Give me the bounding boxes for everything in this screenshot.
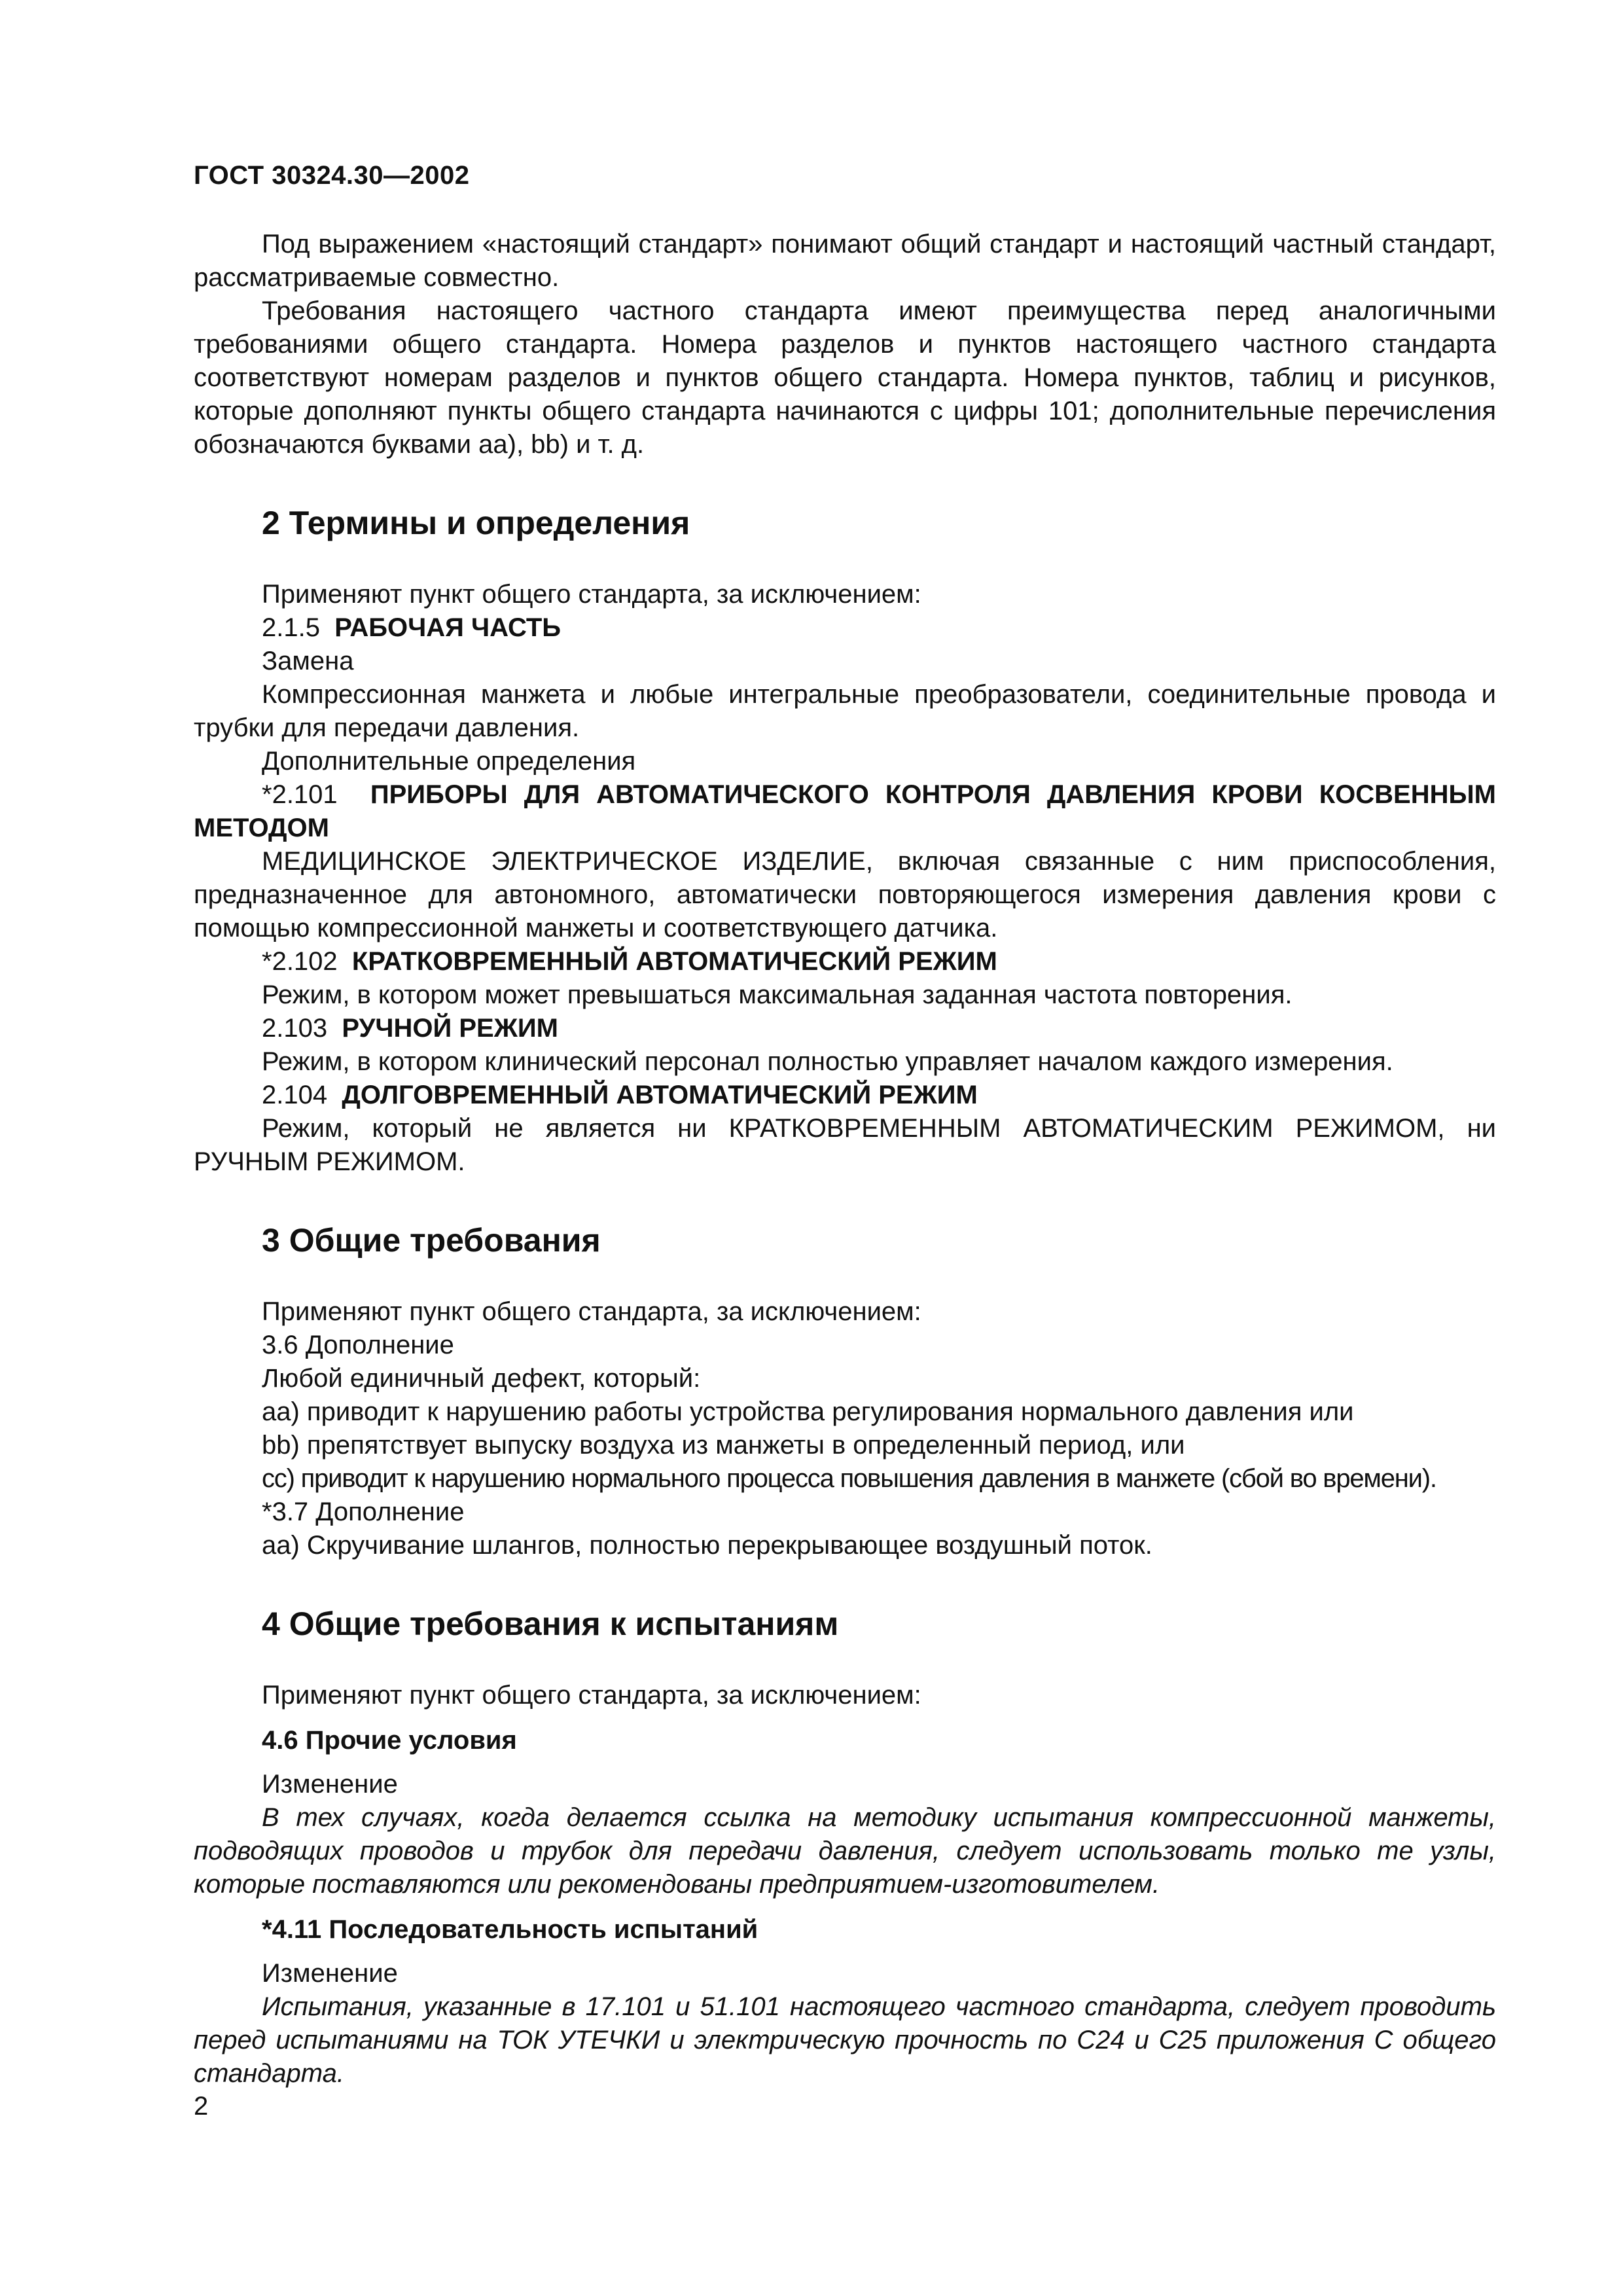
term-2-101-text: МЕДИЦИНСКОЕ ЭЛЕКТРИЧЕСКОЕ ИЗДЕЛИЕ, включая связанные с ним приспособления, предназначенное для автономного, автоматически повторяющегося измерения давления крови с помощью компрессионной манжеты и соответствующего датчика.	[194, 847, 1496, 942]
term-2-104-text: Режим, который не является ни КРАТКОВРЕМЕННЫМ АВТОМАТИЧЕСКИМ РЕЖИМОМ, ни РУЧНЫМ РЕЖИМОМ.	[194, 1114, 1496, 1176]
additional-definitions-label: Дополнительные определения	[262, 747, 636, 776]
term-number: 2.104	[262, 1081, 328, 1109]
term-2-103	[194, 1012, 1496, 1045]
list-item-bb: bb) препятствует выпуску воздуха из манжеты в определенный период, или	[262, 1431, 1185, 1460]
page-content	[194, 228, 1496, 2090]
term-number: 2.103	[262, 1014, 328, 1043]
subsection-4-6-change: Изменение	[262, 1770, 398, 1799]
page-number: 2	[194, 2092, 209, 2121]
clause-3-6: 3.6 Дополнение	[262, 1331, 454, 1359]
term-2-103-text: Режим, в котором клинический персонал полностью управляет началом каждого измерения.	[262, 1047, 1393, 1076]
term-title: ПРИБОРЫ ДЛЯ АВТОМАТИЧЕСКОГО КОНТРОЛЯ ДАВЛЕНИЯ КРОВИ КОСВЕННЫМ МЕТОДОМ	[194, 780, 1496, 842]
subsection-4-11-change: Изменение	[262, 1959, 398, 1988]
intro-paragraph-1: Под выражением «настоящий стандарт» понимают общий стандарт и настоящий частный стандарт, рассматриваемые совместно.	[194, 230, 1496, 292]
term-2-1-5-text: Компрессионная манжета и любые интегральные преобразователи, соединительные провода и трубки для передачи давления.	[194, 680, 1496, 742]
term-title: РУЧНОЙ РЕЖИМ	[342, 1014, 558, 1043]
subsection-4-6-text: В тех случаях, когда делается ссылка на методику испытания компрессионной манжеты, подводящих проводов и трубок для передачи давления, следует использовать только те узлы, которые поставляются или рекомендованы предприятием-изготовителем.	[194, 1803, 1496, 1899]
term-2-102	[194, 945, 1496, 978]
term-2-104	[194, 1079, 1496, 1112]
term-title: ДОЛГОВРЕМЕННЫЙ АВТОМАТИЧЕСКИЙ РЕЖИМ	[342, 1081, 978, 1109]
replace-label: Замена	[262, 647, 354, 675]
subsection-4-11-text: Испытания, указанные в 17.101 и 51.101 настоящего частного стандарта, следует проводить перед испытаниями на ТОК УТЕЧКИ и электрическую прочность по С24 и С25 приложения С общего стандарта.	[194, 1992, 1496, 2088]
term-title: КРАТКОВРЕМЕННЫЙ АВТОМАТИЧЕСКИЙ РЕЖИМ	[351, 947, 997, 976]
section-2-heading: 2 Термины и определения	[262, 505, 690, 541]
term-title: РАБОЧАЯ ЧАСТЬ	[334, 613, 562, 642]
section-3-apply: Применяют пункт общего стандарта, за исключением:	[262, 1297, 921, 1326]
section-4-heading: 4 Общие требования к испытаниям	[262, 1605, 839, 1642]
document-header: ГОСТ 30324.30—2002	[194, 161, 470, 190]
clause-3-7-aa: aa) Скручивание шлангов, полностью перекрывающее воздушный поток.	[262, 1531, 1152, 1560]
defect-intro: Любой единичный дефект, который:	[262, 1364, 701, 1393]
term-number: 2.1.5	[262, 613, 320, 642]
term-2-102-text: Режим, в котором может превышаться максимальная заданная частота повторения.	[262, 980, 1293, 1009]
term-number: *2.101	[262, 780, 338, 809]
intro-paragraph-2: Требования настоящего частного стандарта имеют преимущества перед аналогичными требованиями общего стандарта. Номера разделов и пунктов настоящего частного стандарта соответствуют номерам разделов и пунктов общего стандарта. Номера пунктов, таблиц и рисунков, которые дополняют пункты общего стандарта начинаются с цифры 101; дополнительные перечисления обозначаются буквами aa), bb) и т. д.	[194, 296, 1496, 459]
list-item-aa: aa) приводит к нарушению работы устройства регулирования нормального давления или	[262, 1397, 1354, 1426]
subsection-4-6-heading: 4.6 Прочие условия	[262, 1726, 517, 1755]
section-2-apply: Применяют пункт общего стандарта, за исключением:	[262, 580, 921, 609]
clause-3-7: *3.7 Дополнение	[262, 1498, 465, 1526]
term-2-1-5	[194, 611, 1496, 645]
subsection-4-11-heading: *4.11 Последовательность испытаний	[262, 1915, 758, 1944]
list-item-cc: cc) приводит к нарушению нормального процесса повышения давления в манжете (сбой во времени).	[262, 1464, 1436, 1493]
section-3-heading: 3 Общие требования	[262, 1222, 601, 1259]
section-4-apply: Применяют пункт общего стандарта, за исключением:	[262, 1681, 921, 1710]
term-2-101	[194, 778, 1496, 845]
term-number: *2.102	[262, 947, 338, 976]
